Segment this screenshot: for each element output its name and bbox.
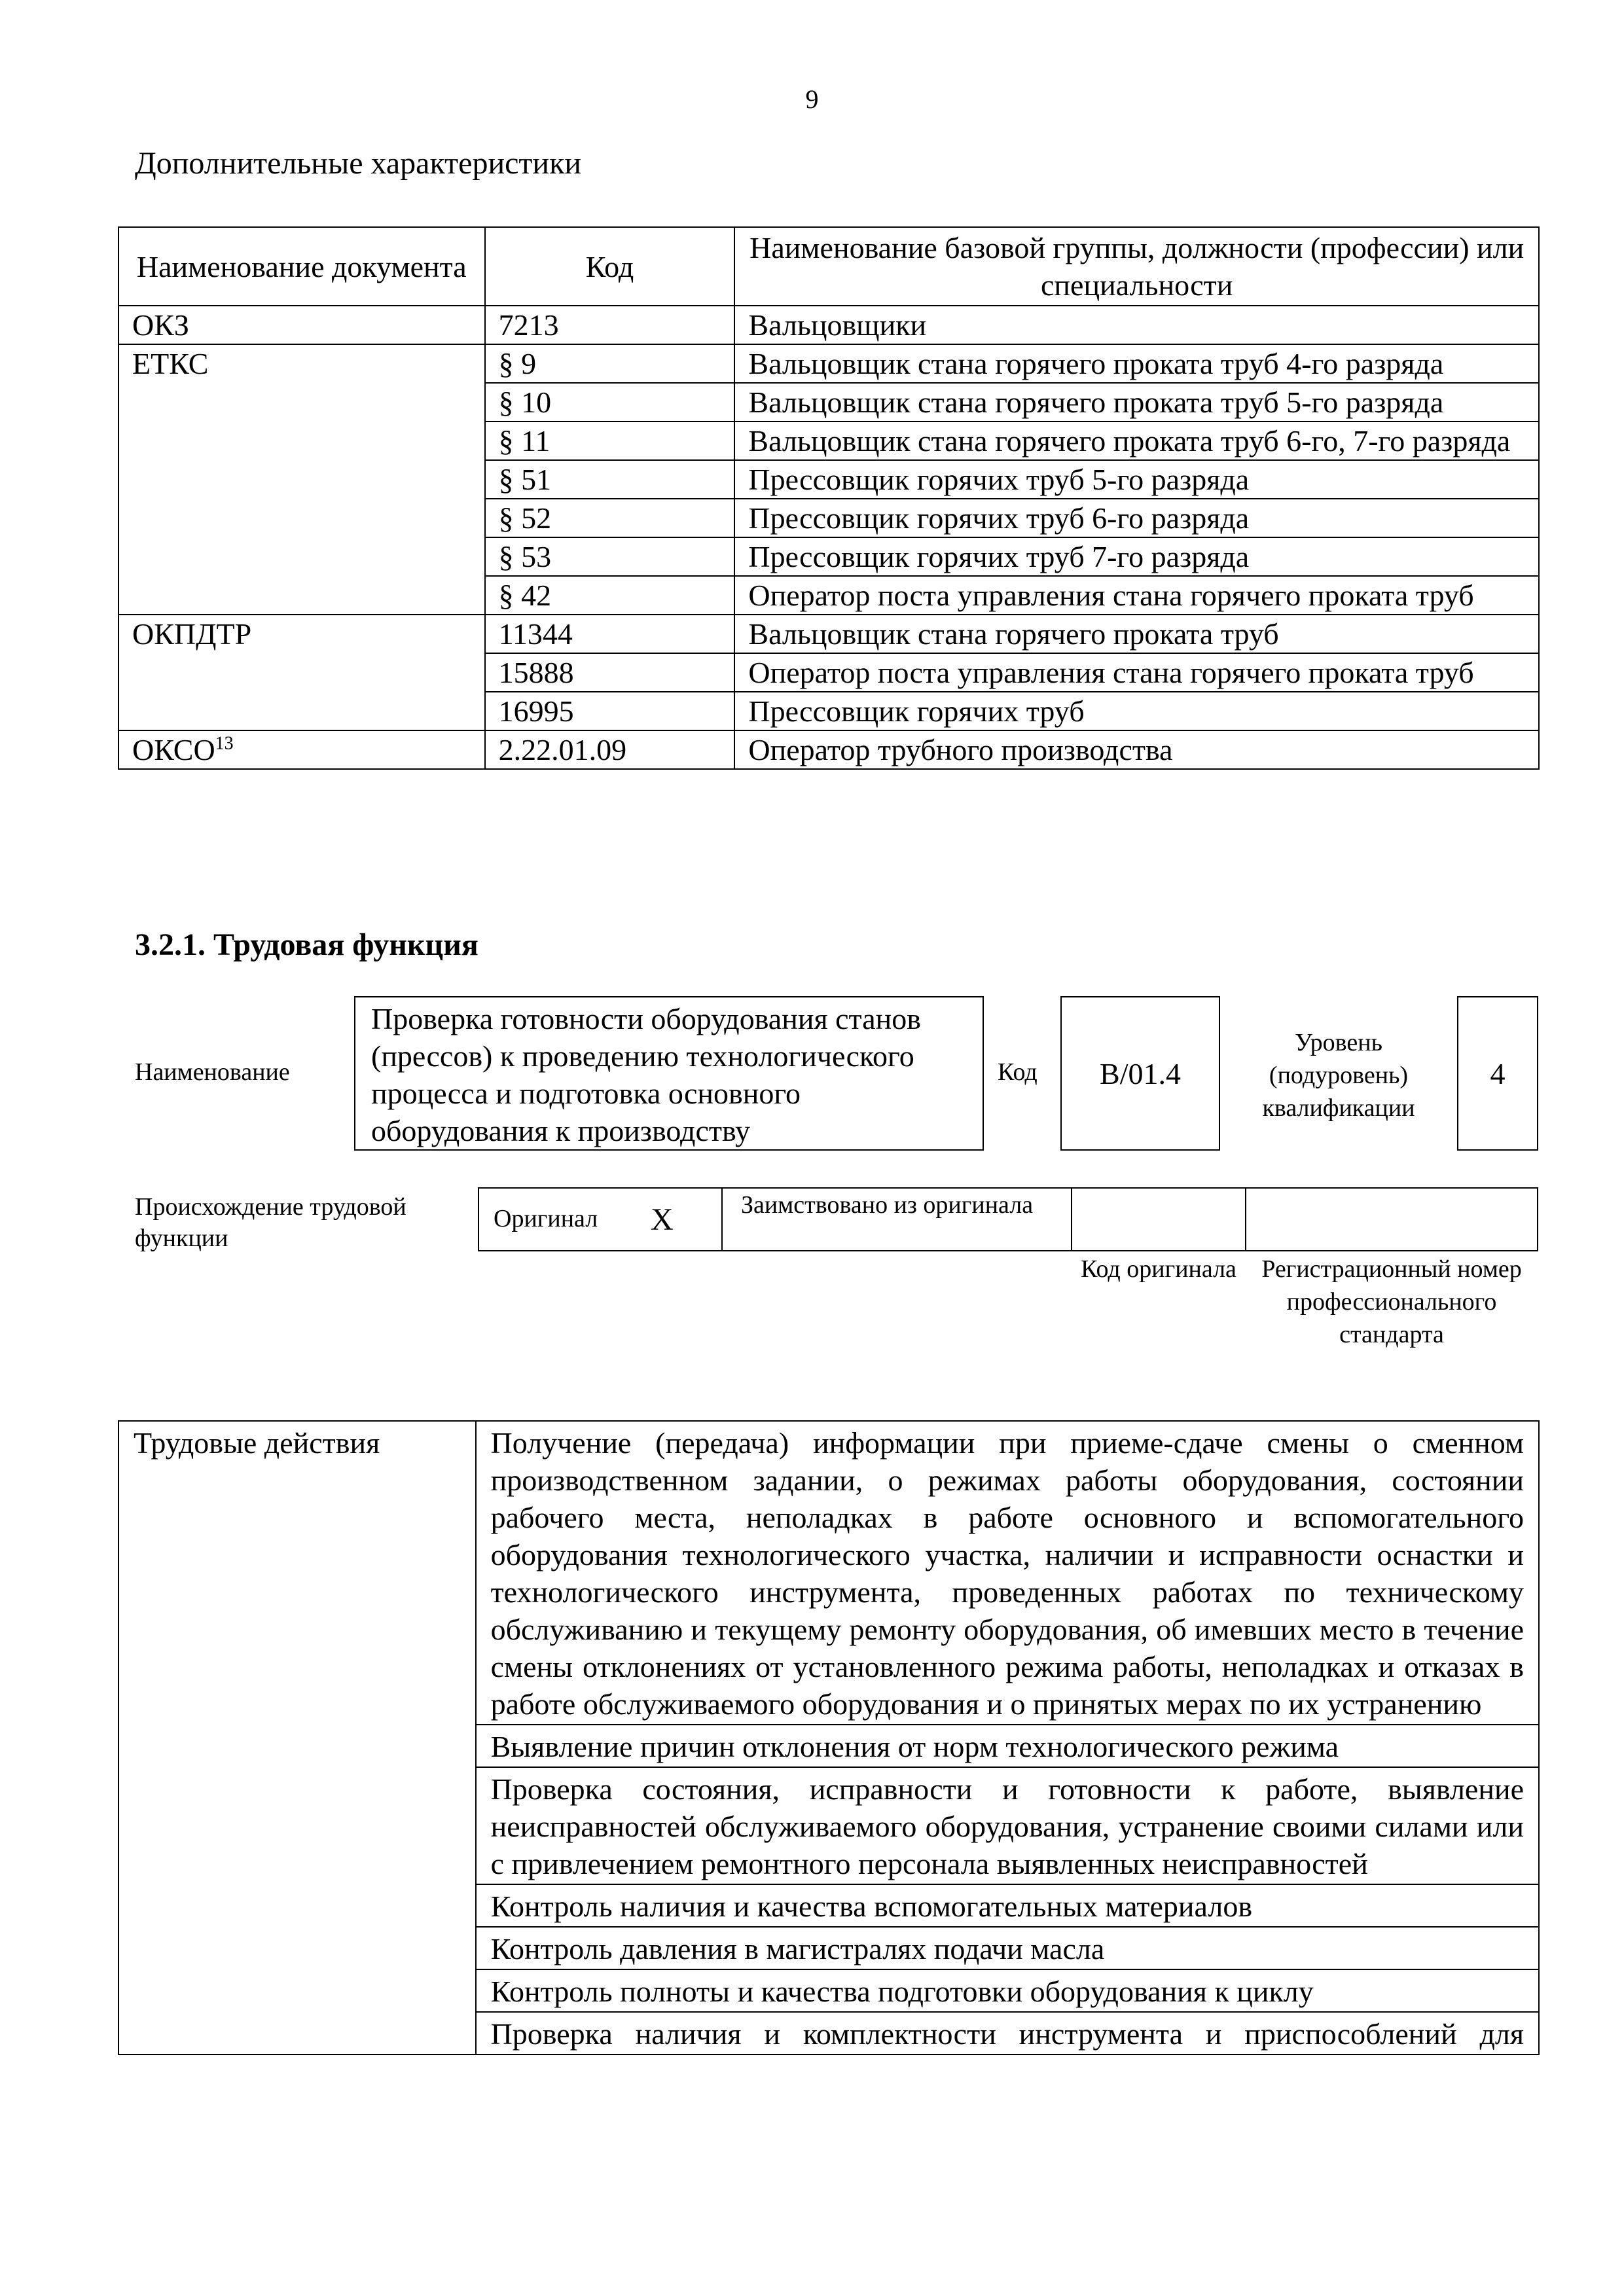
cell-name: Оператор трубного производства: [734, 730, 1539, 769]
cell-name: Прессовщик горячих труб 5-го разряда: [734, 460, 1539, 499]
action-item: Получение (передача) информации при приеме-сдаче смены о сменном производственном задании, о режимах работы оборудования, состоянии рабочего места, неполадках в работе основного и вспомогательного оборудования технологического участка, наличии и исправности оснастки и технологического инструмента, проведенных работах по техническому обслуживанию и текущему ремонту оборудования, об имевших место в течение смены отклонениях от установленного режима работы, неполадках и отказах в работе обслуживаемого оборудования и о принятых мерах по их устранению: [476, 1421, 1539, 1725]
cell-code: § 10: [485, 383, 735, 422]
section-title: Дополнительные характеристики: [135, 146, 582, 181]
cell-code: 7213: [485, 306, 735, 344]
header-code: Код: [485, 227, 735, 306]
cell-code: § 11: [485, 422, 735, 460]
table-row: [118, 499, 1539, 537]
cell-code: § 51: [485, 460, 735, 499]
code-label: Код: [998, 1058, 1038, 1086]
table-row: [118, 1421, 1539, 1725]
cell-code: § 52: [485, 499, 735, 537]
level-label: Уровень (подуровень) квалификации: [1262, 1029, 1415, 1122]
cell-name: Вальцовщик стана горячего проката труб 6-го, 7-го разряда: [734, 422, 1539, 460]
actions-label: Трудовые действия: [118, 1421, 476, 2054]
cell-name: Прессовщик горячих труб 6-го разряда: [734, 499, 1539, 537]
header-document: Наименование документа: [118, 227, 485, 306]
table-row: [118, 422, 1539, 460]
table-row: [118, 537, 1539, 576]
function-level: 4: [1457, 996, 1538, 1151]
cell-doc: [118, 653, 485, 692]
table-row: [118, 692, 1539, 730]
action-item: Выявление причин отклонения от норм технологического режима: [476, 1725, 1539, 1767]
cell-doc: [118, 576, 485, 615]
cell-code: 2.22.01.09: [485, 730, 735, 769]
cell-code: 16995: [485, 692, 735, 730]
origin-label: Происхождение трудовой функции: [135, 1193, 406, 1252]
action-item: Проверка наличия и комплектности инструмента и приспособлений для: [476, 2012, 1539, 2054]
cell-code: § 53: [485, 537, 735, 576]
cell-doc: [118, 383, 485, 422]
cell-doc: [118, 730, 485, 769]
cell-code: § 9: [485, 344, 735, 383]
cell-doc: ЕТКС: [118, 344, 485, 383]
borrowed-cell: Заимствовано из оригинала: [721, 1187, 1072, 1251]
table-row: [118, 615, 1539, 653]
cell-name: Прессовщик горячих труб: [734, 692, 1539, 730]
cell-code: 15888: [485, 653, 735, 692]
table-row: [118, 653, 1539, 692]
action-item: Контроль полноты и качества подготовки оборудования к циклу: [476, 1969, 1539, 2012]
cell-code: 11344: [485, 615, 735, 653]
cell-doc: [118, 499, 485, 537]
table-row: [118, 576, 1539, 615]
cell-doc: [118, 692, 485, 730]
cell-doc: [118, 422, 485, 460]
action-item: Контроль давления в магистралях подачи масла: [476, 1927, 1539, 1969]
cell-name: Оператор поста управления стана горячего проката труб: [734, 576, 1539, 615]
cell-doc: [118, 537, 485, 576]
cell-name: Оператор поста управления стана горячего проката труб: [734, 653, 1539, 692]
original-label: Оригинал: [494, 1205, 598, 1232]
table-row: [118, 306, 1539, 344]
function-title: 3.2.1. Трудовая функция: [135, 927, 478, 962]
cell-name: Вальцовщик стана горячего проката труб 5-го разряда: [734, 383, 1539, 422]
actions-table: [118, 1420, 1540, 2055]
table-header-row: [118, 227, 1539, 306]
table-row: [118, 730, 1539, 769]
cell-name: Прессовщик горячих труб 7-го разряда: [734, 537, 1539, 576]
cell-name: Вальцовщик стана горячего проката труб: [734, 615, 1539, 653]
original-mark: X: [651, 1202, 674, 1237]
cell-doc: ОКЗ: [118, 306, 485, 344]
original-code-cell[interactable]: [1071, 1187, 1246, 1251]
cell-doc: [118, 460, 485, 499]
action-item: Контроль наличия и качества вспомогательных материалов: [476, 1884, 1539, 1927]
table-row: [118, 460, 1539, 499]
footnote-mark: 13: [215, 733, 234, 754]
doc-okso: ОКСО: [132, 733, 215, 766]
characteristics-table: [118, 226, 1540, 770]
cell-code: § 42: [485, 576, 735, 615]
original-cell: [478, 1187, 723, 1251]
table-row: [118, 344, 1539, 383]
header-name: Наименование базовой группы, должности (профессии) или специальности: [734, 227, 1539, 306]
function-name: Проверка готовности оборудования станов (прессов) к проведению технологического процесса и подготовка основного оборудования к производству: [354, 996, 984, 1151]
cell-name: Вальцовщик стана горячего проката труб 4-го разряда: [734, 344, 1539, 383]
code-caption: Код оригинала: [1081, 1255, 1236, 1283]
registration-number-cell[interactable]: [1245, 1187, 1538, 1251]
reg-caption: Регистрационный номер профессионального стандарта: [1261, 1255, 1522, 1348]
cell-name: Вальцовщики: [734, 306, 1539, 344]
table-row: [118, 383, 1539, 422]
cell-doc: ОКПДТР: [118, 615, 485, 653]
function-code: B/01.4: [1060, 996, 1220, 1151]
action-item: Проверка состояния, исправности и готовности к работе, выявление неисправностей обслуживаемого оборудования, устранение своими силами или с привлечением ремонтного персонала выявленных неисправностей: [476, 1767, 1539, 1884]
name-label: Наименование: [135, 1058, 290, 1086]
page-number: 9: [805, 84, 819, 114]
